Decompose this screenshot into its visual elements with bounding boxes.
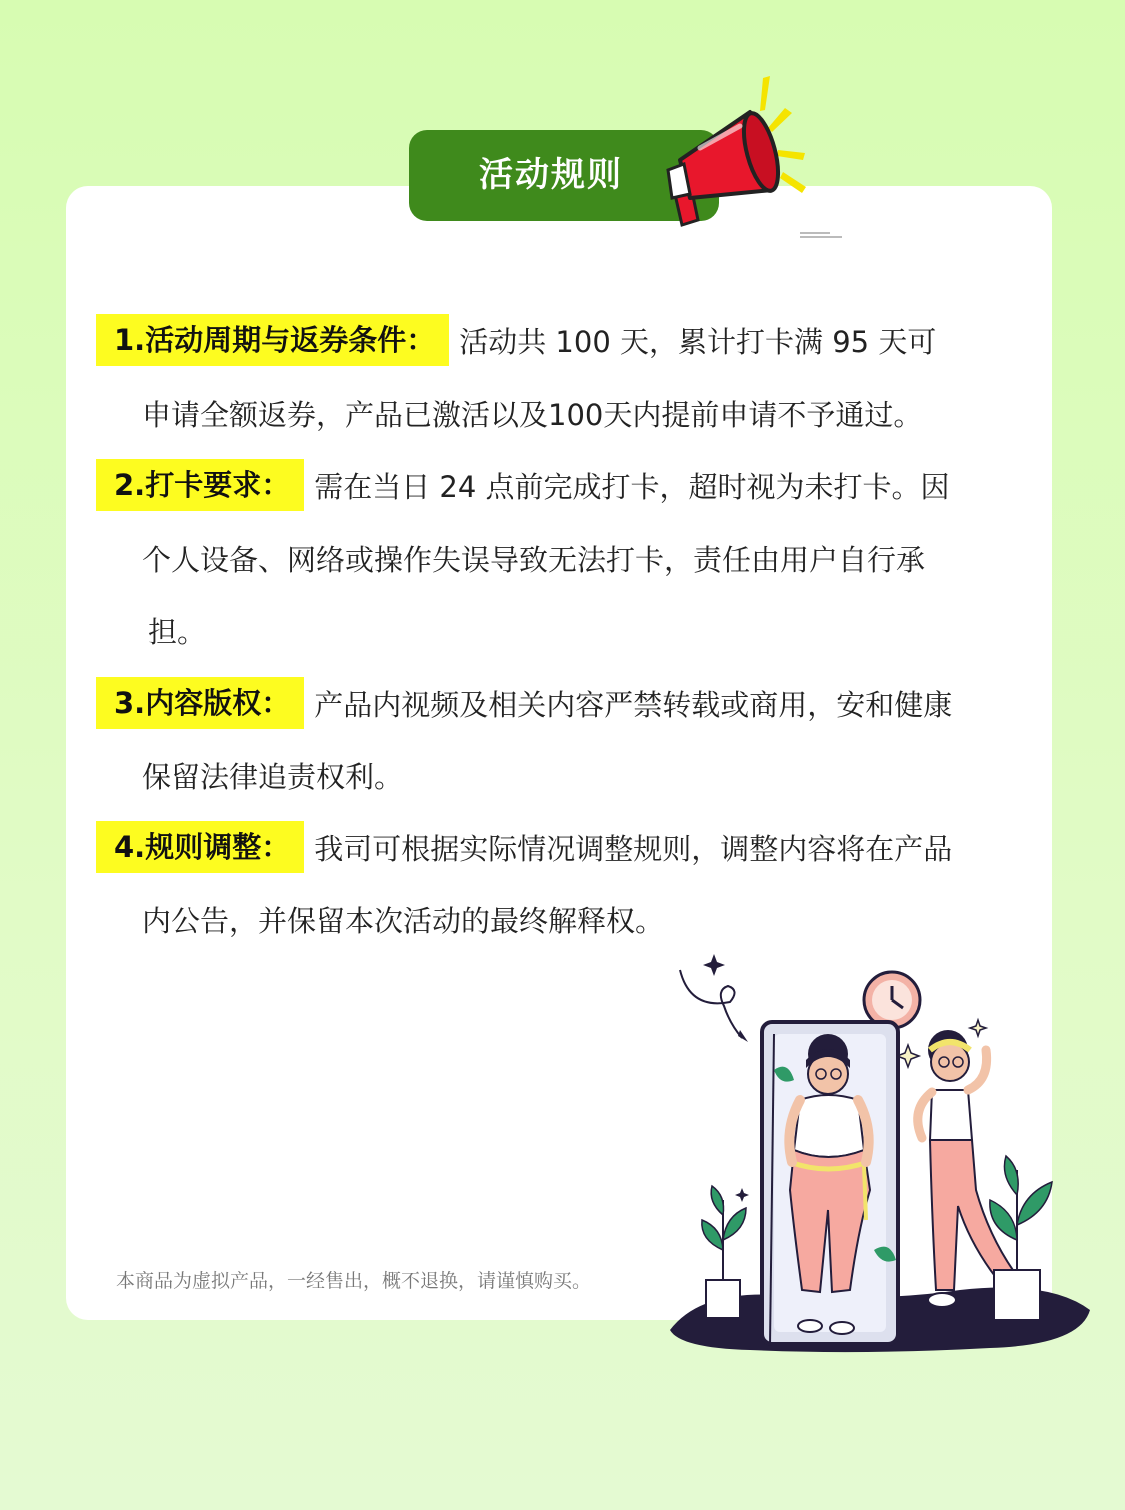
rules-list bbox=[96, 302, 1026, 954]
mirror-illustration bbox=[660, 950, 1100, 1360]
rule-2-line-1 bbox=[96, 448, 1026, 522]
rule-1-line-2 bbox=[96, 378, 1026, 448]
rule-3-line-1 bbox=[96, 666, 1026, 740]
page-title: 活动规则 bbox=[479, 155, 623, 195]
rule-4-line-2 bbox=[96, 884, 1026, 954]
footnote: 本商品为虚拟产品，一经售出，概不退换，请谨慎购买。 bbox=[116, 1270, 592, 1292]
rule-2-text-1: 需在当日 24 点前完成打卡，超时视为未打卡。因 bbox=[314, 469, 950, 504]
rule-2-text-2: 个人设备、网络或操作失误导致无法打卡，责任由用户自行承 bbox=[142, 542, 926, 577]
megaphone-icon bbox=[660, 70, 820, 230]
rule-1-text-1: 活动共 100 天，累计打卡满 95 天可 bbox=[459, 324, 937, 359]
rule-2-label: 2.打卡要求： bbox=[96, 459, 304, 511]
rule-4-line-1 bbox=[96, 810, 1026, 884]
rule-3-line-2 bbox=[96, 740, 1026, 810]
rule-1-text-2: 申请全额返券，产品已激活以及100天内提前申请不予通过。 bbox=[142, 397, 923, 432]
rule-3-label: 3.内容版权： bbox=[96, 677, 304, 729]
rule-4-label: 4.规则调整： bbox=[96, 821, 304, 873]
sparkle-icon bbox=[703, 954, 725, 976]
rule-1-line-1 bbox=[96, 302, 1026, 378]
tiny-caption bbox=[800, 232, 850, 240]
rule-3-text-2: 保留法律追责权利。 bbox=[142, 759, 404, 794]
rule-2-text-3: 担。 bbox=[148, 614, 207, 649]
rule-2-line-2 bbox=[96, 522, 1026, 594]
rule-4-text-1: 我司可根据实际情况调整规则，调整内容将在产品 bbox=[314, 831, 953, 866]
rule-4-text-2: 内公告，并保留本次活动的最终解释权。 bbox=[142, 903, 665, 938]
rule-3-text-1: 产品内视频及相关内容严禁转载或商用，安和健康 bbox=[314, 687, 953, 722]
rule-2-line-3 bbox=[96, 594, 1026, 666]
clock-icon bbox=[864, 972, 920, 1028]
rule-1-label: 1.活动周期与返券条件： bbox=[96, 314, 449, 366]
